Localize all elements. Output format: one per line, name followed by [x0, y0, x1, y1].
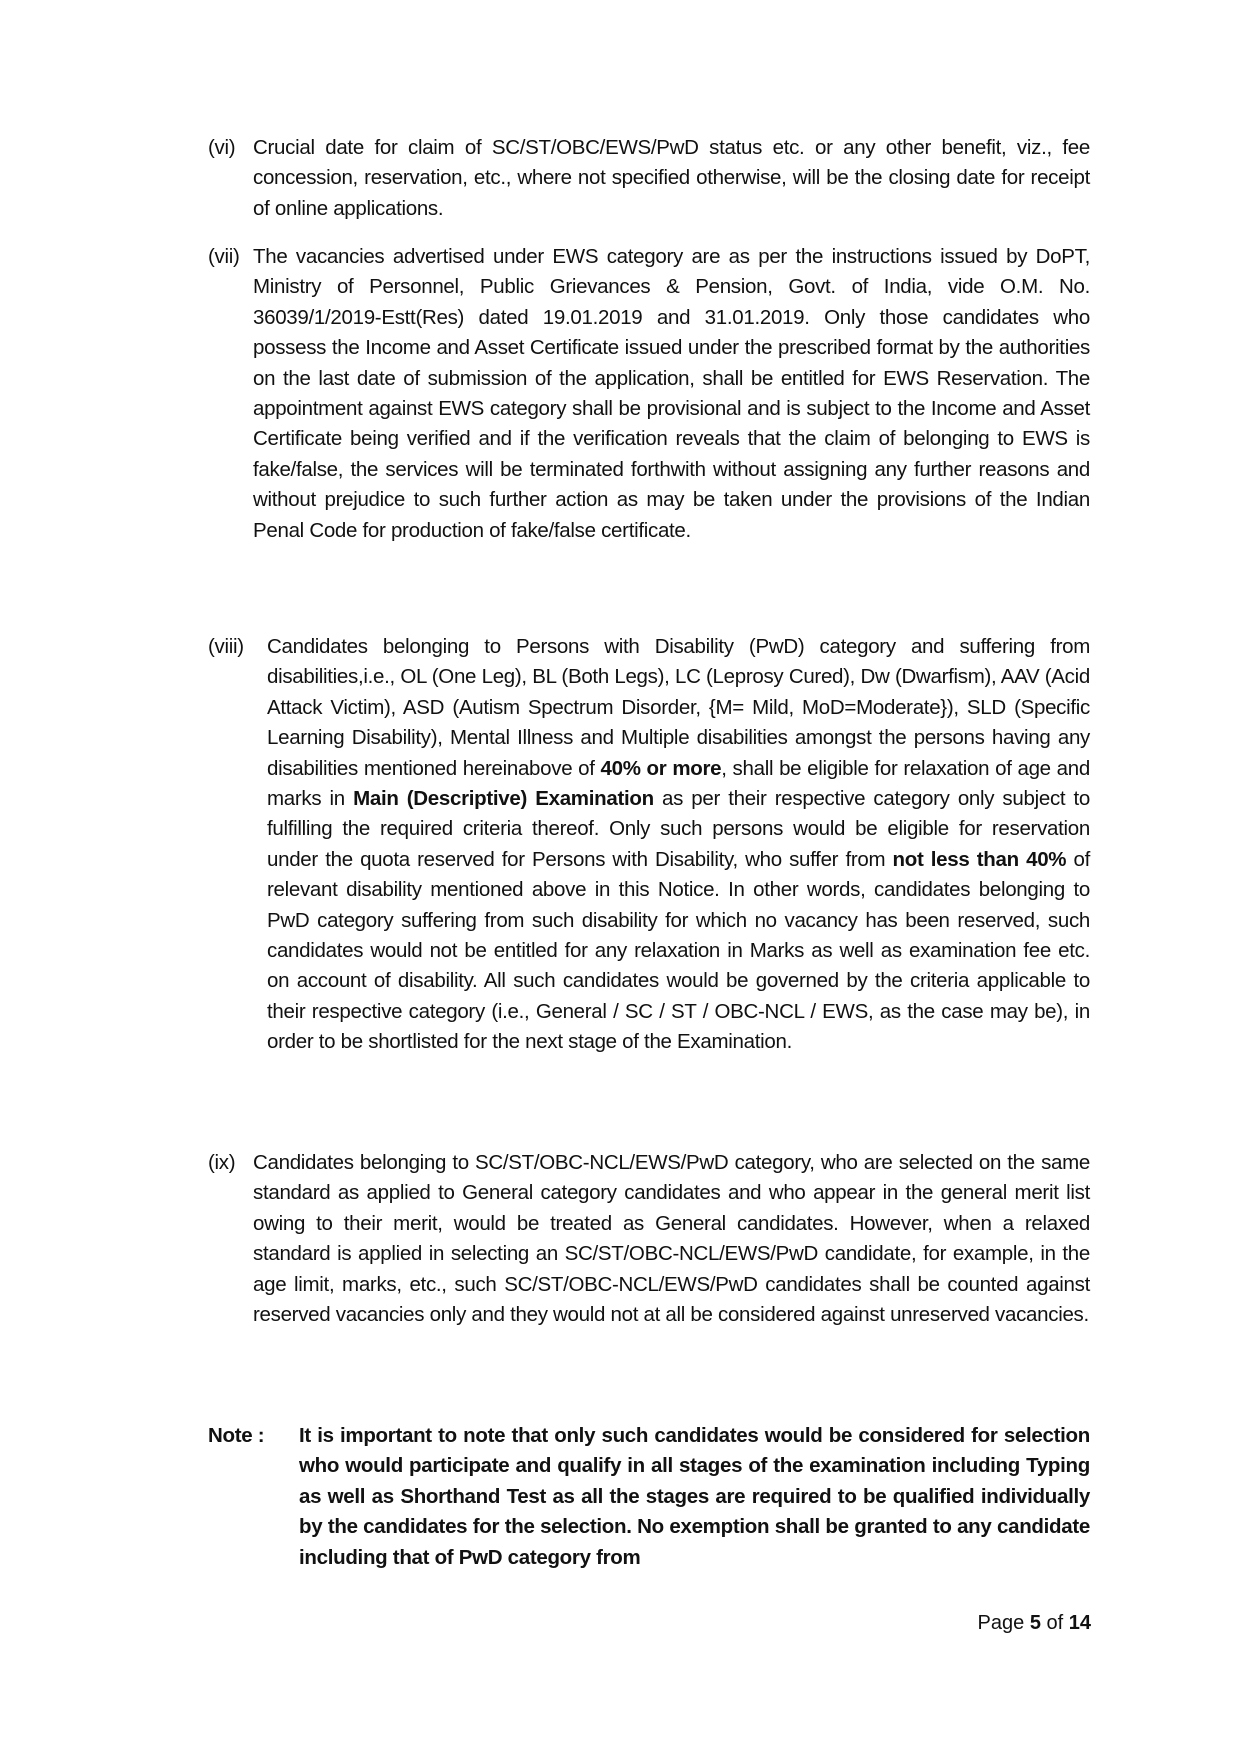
note-label: Note :: [208, 1424, 265, 1447]
note-block: [208, 1421, 1090, 1573]
emphasis-text: 40% or more: [600, 756, 722, 780]
emphasis-text: Main (Descriptive) Examination: [353, 787, 654, 811]
clause-text: as per their respective category only subject to fulfilling the required criteria thereof. Only such persons would be eligible for reservation under the quota reserved for Persons with Disability, who suffer from: [267, 787, 1090, 871]
clause-text: Crucial date for claim of SC/ST/OBC/EWS/PwD status etc. or any other benefit, viz., fee concession, reservation, etc., where not specified otherwise, will be the closing date for receipt of online applications.: [253, 136, 1090, 220]
page-footer: [978, 1611, 1091, 1635]
clause-text: The vacancies advertised under EWS category are as per the instructions issued by DoPT, Ministry of Personnel, Public Grievances & Pension, Govt. of India, vide O.M. No. 36039/1/2019-Estt(Res) dated 19.01.2019 and 31.01.2019. Only those candidates who possess the Income and Asset Certificate issued under the prescribed format by the authorities on the last date of submission of the application, shall be entitled for EWS Reservation. The appointment against EWS category shall be provisional and is subject to the Income and Asset Certificate being verified and if the verification reveals that the claim of belonging to EWS is fake/false, the services will be terminated forthwith without assigning any further reasons and without prejudice to such further action as may be taken under the provisions of the Indian Penal Code for production of fake/false certificate.: [253, 245, 1090, 542]
clause-text: Candidates belonging to SC/ST/OBC-NCL/EWS/PwD category, who are selected on the same standard as applied to General category candidates and who appear in the general merit list owing to their merit, would be treated as General candidates. However, when a relaxed standard is applied in selecting an SC/ST/OBC-NCL/EWS/PwD candidate, for example, in the age limit, marks, etc., such SC/ST/OBC-NCL/EWS/PwD candidates shall be counted against reserved vacancies only and they would not at all be considered against unreserved vacancies.: [253, 1151, 1090, 1327]
clause-marker: (ix): [208, 1151, 236, 1174]
clause-body: [253, 133, 1090, 224]
clause-text: Candidates belonging to Persons with Disability (PwD) category and suffering from disabilities,i.e., OL (One Leg), BL (Both Legs), LC (Leprosy Cured), Dw (Dwarfism), AAV (Acid Attack Victim), ASD (Autism Spectrum Disorder, {M= Mild, MoD=Moderate}), SLD (Specific Learning Disability), Mental Illness and Multiple disabilities amongst the persons having any disabilities mentioned hereinabove of: [267, 635, 1090, 780]
clause-body: [267, 632, 1090, 1058]
total-pages: 14: [1068, 1612, 1091, 1634]
clause-marker: (vii): [208, 245, 240, 268]
emphasis-text: not less than 40%: [892, 847, 1067, 871]
clause-ix: [208, 1148, 1090, 1330]
clause-viii: [208, 632, 1090, 1058]
note-text: It is important to note that only such candidates would be considered for selection who would participate and qualify in all stages of the examination including Typing as well as Shorthand Test as all the stages are required to be qualified individually by the candidates for the selection. No exemption shall be granted to any candidate including that of PwD category from: [299, 1424, 1090, 1569]
clause-text: of relevant disability mentioned above in this Notice. In other words, candidates belonging to PwD category suffering from such disability for which no vacancy has been reserved, such candidates would not be entitled for any relaxation in Marks as well as examination fee etc. on account of disability. All such candidates would be governed by the criteria applicable to their respective category (i.e., General / SC / ST / OBC-NCL / EWS, as the case may be), in order to be shortlisted for the next stage of the Examination.: [267, 847, 1091, 1054]
clause-vi: [208, 133, 1090, 224]
clause-text: , shall be eligible for relaxation of age and marks in: [267, 756, 1090, 811]
clause-body: [253, 1148, 1090, 1330]
page-number: 5: [1029, 1612, 1041, 1634]
clause-body: [253, 242, 1090, 546]
of-word: of: [1046, 1612, 1064, 1634]
page-word: Page: [977, 1612, 1025, 1634]
clause-vii: [208, 242, 1090, 546]
clause-marker: (vi): [208, 136, 236, 159]
clause-marker: (viii): [208, 635, 244, 658]
